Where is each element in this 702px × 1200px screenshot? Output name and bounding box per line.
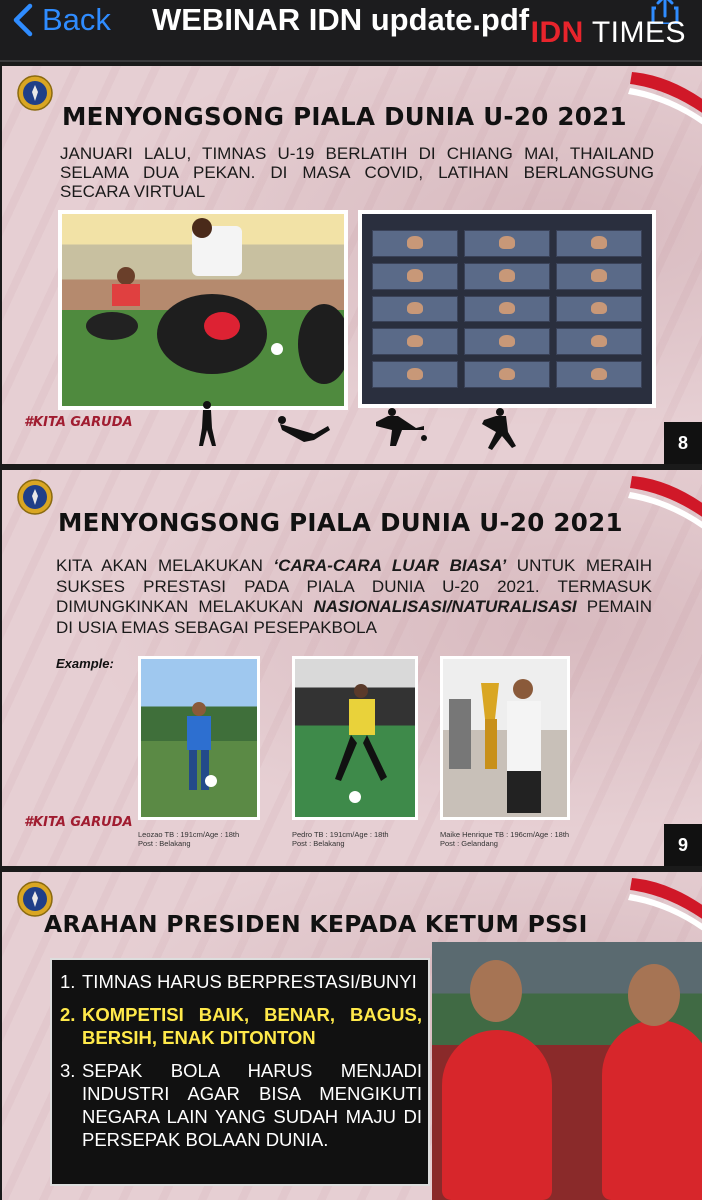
body-emphasis: NASIONALISASI/NATURALISASI [313,597,577,617]
person-left-head [470,960,522,1022]
red-ribbon-icon [622,470,702,540]
chevron-left-icon [10,3,36,37]
player-caption-line: Post : Belakang [138,839,191,848]
player-caption-line: Post : Gelandang [440,839,498,848]
zoom-tile [464,328,550,355]
list-item-number: 1. [60,971,76,992]
idn-logo-red: IDN [530,16,584,49]
person-right-head [628,964,680,1026]
player-caption-line: Maike Henrique TB : 196cm/Age : 18th [440,830,570,839]
nav-divider [0,60,702,62]
player-figure [141,659,260,820]
list-item [60,970,422,993]
training-photo [58,210,348,410]
zoom-tile [556,328,642,355]
player-caption-line: Post : Belakang [292,839,345,848]
zoom-tile [556,296,642,323]
zoom-tile [464,263,550,290]
kita-garuda-hashtag: #KITA GARUDA [24,415,133,430]
body-text-part: KITA AKAN MELAKUKAN [56,556,274,575]
player-figure [443,659,570,820]
idn-logo-white: TIMES [591,16,686,49]
list-item-text: KOMPETISI BAIK, BENAR, BAGUS, BERSIH, ENAK DITONTON [82,1004,422,1048]
running-player-silhouette-icon [476,406,520,454]
zoom-tile [372,263,458,290]
list-item-highlighted [60,1003,422,1049]
slide-body-text [56,556,652,639]
list-item [60,1059,422,1151]
slide-page-10[interactable] [2,872,702,1200]
body-text-part: PEMAIN DI USIA EMAS SEBAGAI PESEPAKBOLA [56,597,652,638]
back-label: Back [42,2,111,37]
person-right [602,1020,702,1200]
player-figure [295,659,418,820]
player-photo-maike-henrique [440,656,570,820]
top-nav-bar [0,0,702,62]
list-item-text: SEPAK BOLA HARUS MENJADI INDUSTRI AGAR BISA MENGIKUTI NEGARA LAIN YANG SUDAH MAJU DI PERSEPAK BOLAAN DUNIA. [82,1060,422,1150]
page-number: 8 [664,422,702,464]
idn-times-watermark [531,16,686,50]
kita-garuda-hashtag: #KITA GARUDA [24,815,133,830]
list-item-text: TIMNAS HARUS BERPRESTASI/BUNYI [82,971,417,992]
pssi-logo-icon [16,476,54,518]
back-button[interactable] [10,0,111,40]
zoom-tile [372,328,458,355]
virtual-training-zoom-photo [358,210,656,408]
player-caption [440,830,569,848]
slide-body-text: JANUARI LALU, TIMNAS U-19 BERLATIH DI CHIANG MAI, THAILAND SELAMA DUA PEKAN. DI MASA COVID, LATIHAN BERLANGSUNG SECARA VIRTUAL [60,144,654,202]
player-caption-line: Pedro TB : 191cm/Age : 18th [292,830,389,839]
pssi-logo-icon [16,72,54,114]
list-item-number: 3. [60,1060,76,1081]
training-players-image [62,214,348,410]
red-ribbon-icon [622,872,702,942]
zoom-tile [556,263,642,290]
document-title: WEBINAR IDN update.pdf [152,2,530,37]
body-emphasis: ‘CARA-CARA LUAR BIASA’ [273,556,507,575]
player-caption [138,830,239,848]
player-caption [292,830,389,848]
person-left [442,1030,552,1200]
kicking-player-silhouette-icon [372,406,428,450]
directives-list [50,958,430,1186]
slide-page-9[interactable] [2,470,702,866]
zoom-tile [464,230,550,257]
slide-title: MENYONGSONG PIALA DUNIA U-20 2021 [58,508,623,537]
slide-page-8[interactable] [2,66,702,464]
zoom-tile-grid [372,230,642,388]
football-player-silhouette-icon [192,400,222,450]
zoom-tile [372,230,458,257]
president-and-ketum-photo [432,942,702,1200]
player-caption-line: Leozao TB : 191cm/Age : 18th [138,830,240,839]
list-item-number: 2. [60,1004,76,1025]
slide-title: MENYONGSONG PIALA DUNIA U-20 2021 [62,102,627,131]
zoom-tile [372,361,458,388]
zoom-tile [464,296,550,323]
player-photo-leozao [138,656,260,820]
example-label: Example: [56,656,114,671]
zoom-tile [556,361,642,388]
page-number: 9 [664,824,702,866]
zoom-tile [556,230,642,257]
zoom-tile [464,361,550,388]
zoom-tile [372,296,458,323]
slide-title: ARAHAN PRESIDEN KEPADA KETUM PSSI [44,910,588,938]
player-photo-pedro [292,656,418,820]
red-ribbon-icon [622,66,702,136]
bicycle-kick-silhouette-icon [274,412,332,446]
body-text-part: UNTUK MERAIH SUKSES PRESTASI PADA PIALA DUNIA U-20 2021. TERMASUK DIMUNGKINKAN MELAKUKAN [56,556,652,617]
